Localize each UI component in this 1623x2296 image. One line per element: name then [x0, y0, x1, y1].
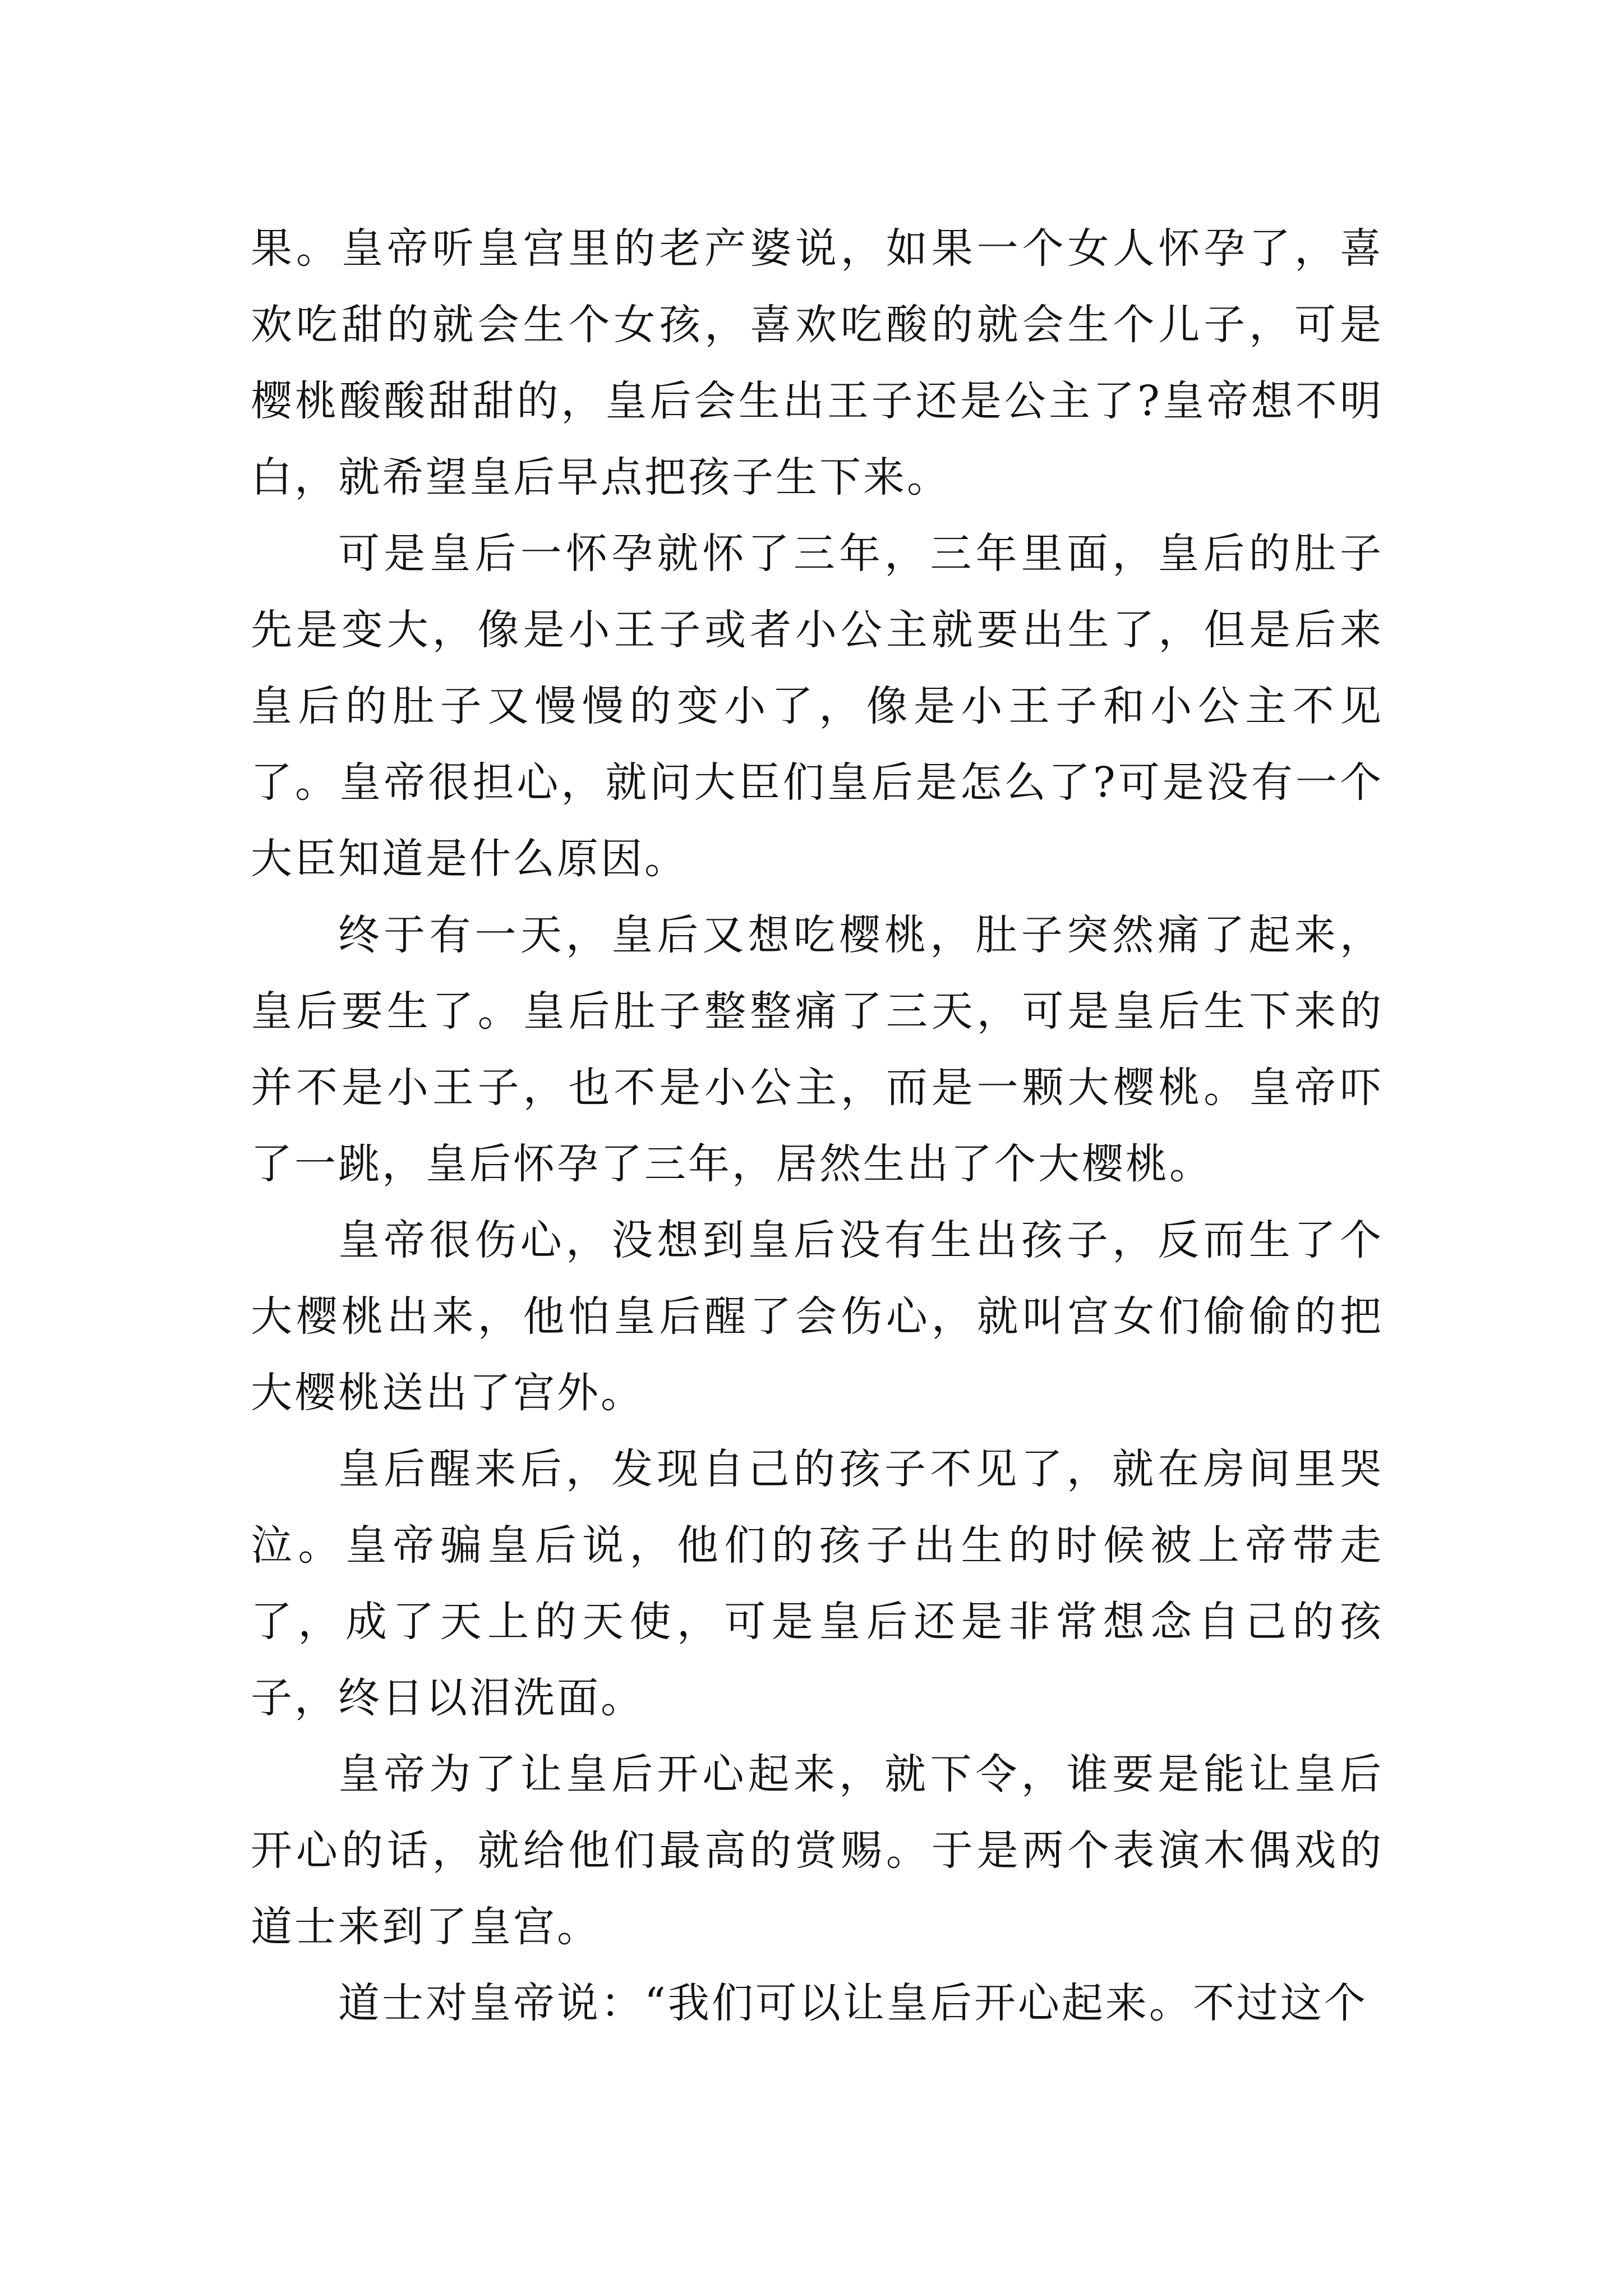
paragraph-1: 果。皇帝听皇宫里的老产婆说，如果一个女人怀孕了，喜欢吃甜的就会生个女孩，喜欢吃酸的就会生个儿子，可是樱桃酸酸甜甜的，皇后会生出王子还是公主了?皇帝想不明白，就希望皇后早点把孩子生下来。 [251, 224, 1384, 501]
paragraph-2: 可是皇后一怀孕就怀了三年，三年里面，皇后的肚子先是变大，像是小王子或者小公主就要出生了，但是后来皇后的肚子又慢慢的变小了，像是小王子和小公主不见了。皇帝很担心，就问大臣们皇后是怎么了?可是没有一个大臣知道是什么原因。 [251, 530, 1384, 883]
paragraph-4: 皇帝很伤心，没想到皇后没有生出孩子，反而生了个大樱桃出来，他怕皇后醒了会伤心，就叫宫女们偷偷的把大樱桃送出了宫外。 [251, 1216, 1384, 1417]
paragraph-3: 终于有一天，皇后又想吃樱桃，肚子突然痛了起来，皇后要生了。皇后肚子整整痛了三天，可是皇后生下来的并不是小王子，也不是小公主，而是一颗大樱桃。皇帝吓了一跳，皇后怀孕了三年，居然生出了个大樱桃。 [251, 911, 1384, 1188]
story-text [251, 210, 1384, 2041]
paragraph-6: 皇帝为了让皇后开心起来，就下令，谁要是能让皇后开心的话，就给他们最高的赏赐。于是两个表演木偶戏的道士来到了皇宫。 [251, 1750, 1384, 1951]
paragraph-5: 皇后醒来后，发现自己的孩子不见了，就在房间里哭泣。皇帝骗皇后说，他们的孩子出生的时候被上帝带走了，成了天上的天使，可是皇后还是非常想念自己的孩子，终日以泪洗面。 [251, 1445, 1384, 1722]
paragraph-7: 道士对皇帝说：“我们可以让皇后开心起来。不过这个 [338, 1979, 1368, 2027]
